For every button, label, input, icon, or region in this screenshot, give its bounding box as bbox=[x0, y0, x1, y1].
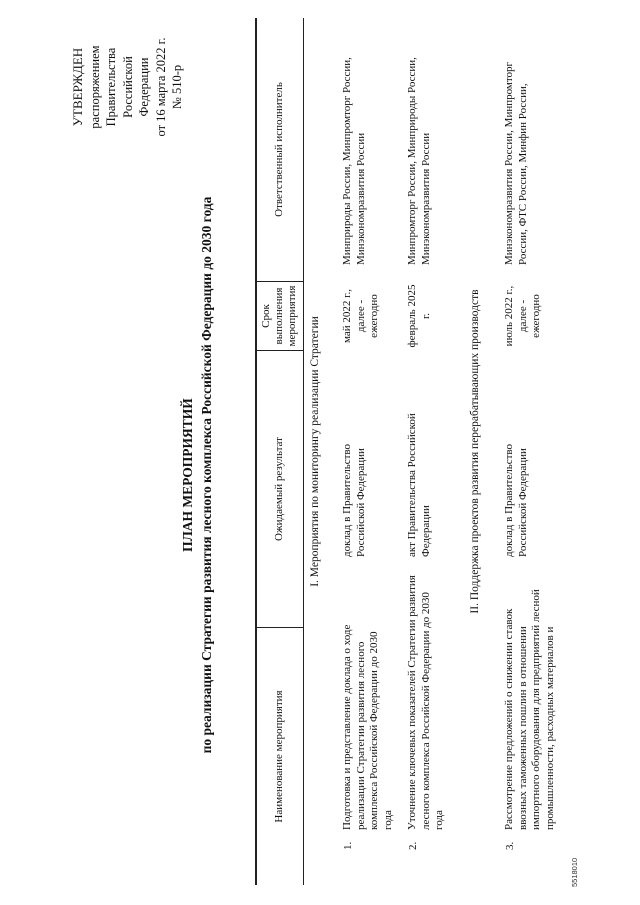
approval-line: Российской Федерации bbox=[120, 56, 151, 118]
approval-block bbox=[70, 32, 186, 142]
row-name: Подготовка и представление доклада о ходе реализации Стратегии развития лесного комплекса Российской Федерации до 2030 года bbox=[341, 624, 394, 830]
row-result: акт Правительства Российской Федерации bbox=[406, 413, 432, 557]
header-name: Наименование мероприятия bbox=[272, 690, 285, 823]
title-line-2: по реализации Стратегии развития лесного комплекса Российской Федерации до 2030 года bbox=[199, 196, 214, 754]
header-bottom-border bbox=[303, 18, 304, 885]
section-title: I. Мероприятия по мониторингу реализации Стратегии bbox=[309, 316, 321, 587]
row-result: доклад в Правительство Российской Федерации bbox=[503, 443, 529, 557]
row-result: доклад в Правительство Российской Федерации bbox=[341, 443, 367, 557]
row-number: 3. bbox=[504, 841, 516, 850]
row-number: 1. bbox=[342, 841, 354, 850]
row-name: Уточнение ключевых показателей Стратегии развития лесного комплекса Российской Федерации до 2030 года bbox=[406, 575, 445, 830]
header-executor: Ответственный исполнитель bbox=[272, 82, 285, 217]
row-executor: Минпромторг России, Минприроды России, Минэкономразвития России bbox=[406, 57, 432, 265]
row-term: февраль 2025 г. bbox=[406, 284, 432, 348]
section-title: II. Поддержка проектов развития перерабатывающих производств bbox=[469, 289, 481, 614]
header-result: Ожидаемый результат bbox=[272, 437, 285, 541]
row-executor: Минприроды России, Минпромторг России, Минэкономразвития России bbox=[341, 57, 367, 265]
row-name: Рассмотрение предложений о снижении ставок ввозных таможенных пошлин в отношении импортного оборудования для предприятий лесной промышленности, расходных материалов и bbox=[503, 589, 556, 830]
document-title bbox=[178, 155, 216, 795]
approval-line: распоряжением Правительства bbox=[87, 45, 118, 129]
header-term: Срок выполнения мероприятия bbox=[259, 285, 298, 347]
row-number: 2. bbox=[407, 841, 419, 850]
approval-heading: УТВЕРЖДЕН bbox=[70, 47, 85, 127]
approval-date: от 16 марта 2022 г. № 510-р bbox=[153, 37, 184, 137]
document-stamp: 5518010 bbox=[570, 857, 579, 887]
row-executor: Минэкономразвития России, Минпромторг России, ФТС России, Минфин России, bbox=[503, 61, 529, 265]
row-term: июль 2022 г., далее - ежегодно bbox=[503, 285, 542, 347]
title-line-1: ПЛАН МЕРОПРИЯТИЙ bbox=[180, 398, 195, 552]
row-term: май 2022 г., далее - ежегодно bbox=[341, 289, 380, 343]
